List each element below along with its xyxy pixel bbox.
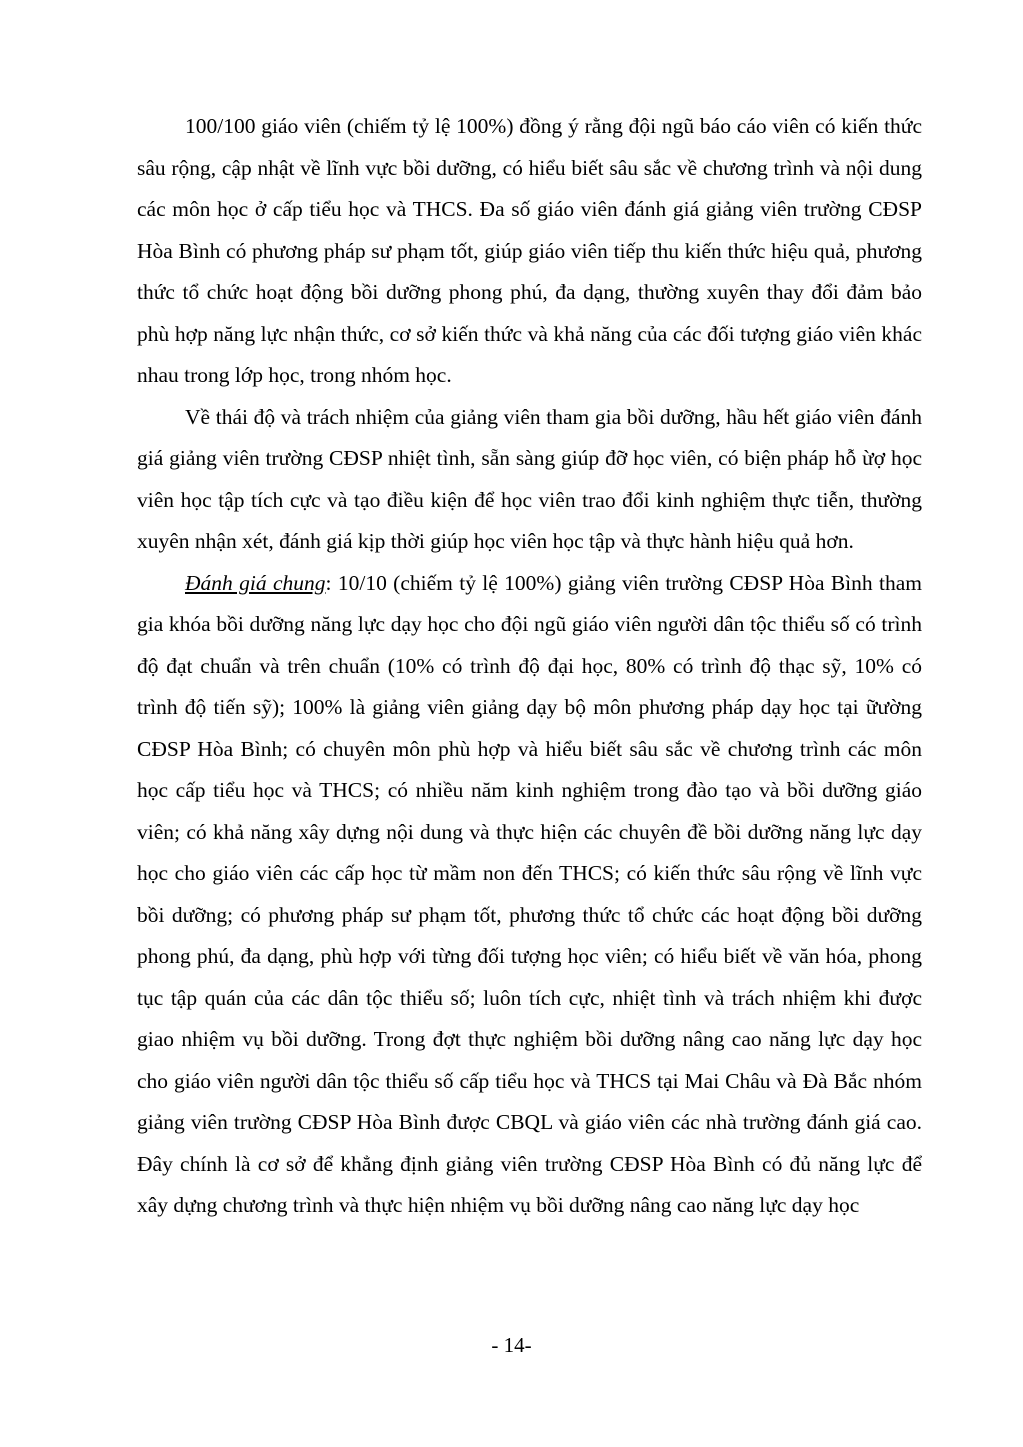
general-assessment-body: : 10/10 (chiếm tỷ lệ 100%) giảng viên trường CĐSP Hòa Bình tham gia khóa bồi dưỡng năng lực dạy học cho đội ngũ giáo viên người dân tộc thiểu số có trình độ đạt chuẩn và trên chuẩn (10% có trình độ đại học, 80% có trình độ thạc sỹ, 10% có trình độ tiến sỹ); 100% là giảng viên giảng dạy bộ môn phương pháp dạy học tại ữường CĐSP Hòa Bình; có chuyên môn phù hợp và hiểu biết sâu sắc về chương trình các môn học cấp tiểu học và THCS; có nhiều năm kinh nghiệm trong đào tạo và bồi dưỡng giáo viên; có khả năng xây dựng nội dung và thực hiện các chuyên đề bồi dưỡng năng lực dạy học cho giáo viên các cấp học từ mầm non đến THCS; có kiến thức sâu rộng về lĩnh vực bồi dưỡng; có phương pháp sư phạm tốt, phương thức tổ chức các hoạt động bồi dưỡng phong phú, đa dạng, phù hợp với từng đối tượng học viên; có hiểu biết về văn hóa, phong tục tập quán của các dân tộc thiểu số; luôn tích cực, nhiệt tình và trách nhiệm khi được giao nhiệm vụ bồi dưỡng. Trong đợt thực nghiệm bồi dưỡng nâng cao năng lực dạy học cho giáo viên người dân tộc thiểu số cấp tiểu học và THCS tại Mai Châu và Đà Bắc nhóm giảng viên trường CĐSP Hòa Bình được CBQL và giáo viên các nhà trường đánh giá cao. Đây chính là cơ sở để khẳng định giảng viên trường CĐSP Hòa Bình có đủ năng lực để xây dựng chương trình và thực hiện nhiệm vụ bồi dưỡng nâng cao năng lực dạy học — [137, 570, 923, 1217]
general-assessment-heading: Đánh giá chung — [185, 570, 326, 595]
paragraph-attitude-responsibility: Về thái độ và trách nhiệm của giảng viên tham gia bồi dưỡng, hầu hết giáo viên đánh giá giảng viên trường CĐSP nhiệt tình, sẵn sàng giúp đỡ học viên, có biện pháp hỗ ừợ học viên học tập tích cực và tạo điều kiện để học viên trao đổi kinh nghiệm thực tiễn, thường xuyên nhận xét, đánh giá kịp thời giúp học viên học tập và thực hành hiệu quả hơn. — [137, 404, 922, 553]
body-text — [137, 106, 922, 1227]
paragraph-general-assessment — [137, 563, 922, 1227]
paragraph-teacher-survey: 100/100 giáo viên (chiếm tỷ lệ 100%) đồng ý rằng đội ngũ báo cáo viên có kiến thức sâu rộng, cập nhật về lĩnh vực bồi dưỡng, có hiểu biết sâu sắc về chương trình và nội dung các môn học ở cấp tiểu học và THCS. Đa số giáo viên đánh giá giảng viên trường CĐSP Hòa Bình có phương pháp sư phạm tốt, giúp giáo viên tiếp thu kiến thức hiệu quả, phương thức tổ chức hoạt động bồi dưỡng phong phú, đa dạng, thường xuyên thay đổi đảm bảo phù hợp năng lực nhận thức, cơ sở kiến thức và khả năng của các đối tượng giáo viên khác nhau trong lớp học, trong nhóm học. — [137, 114, 922, 387]
page-number: - 14- — [491, 1333, 532, 1357]
